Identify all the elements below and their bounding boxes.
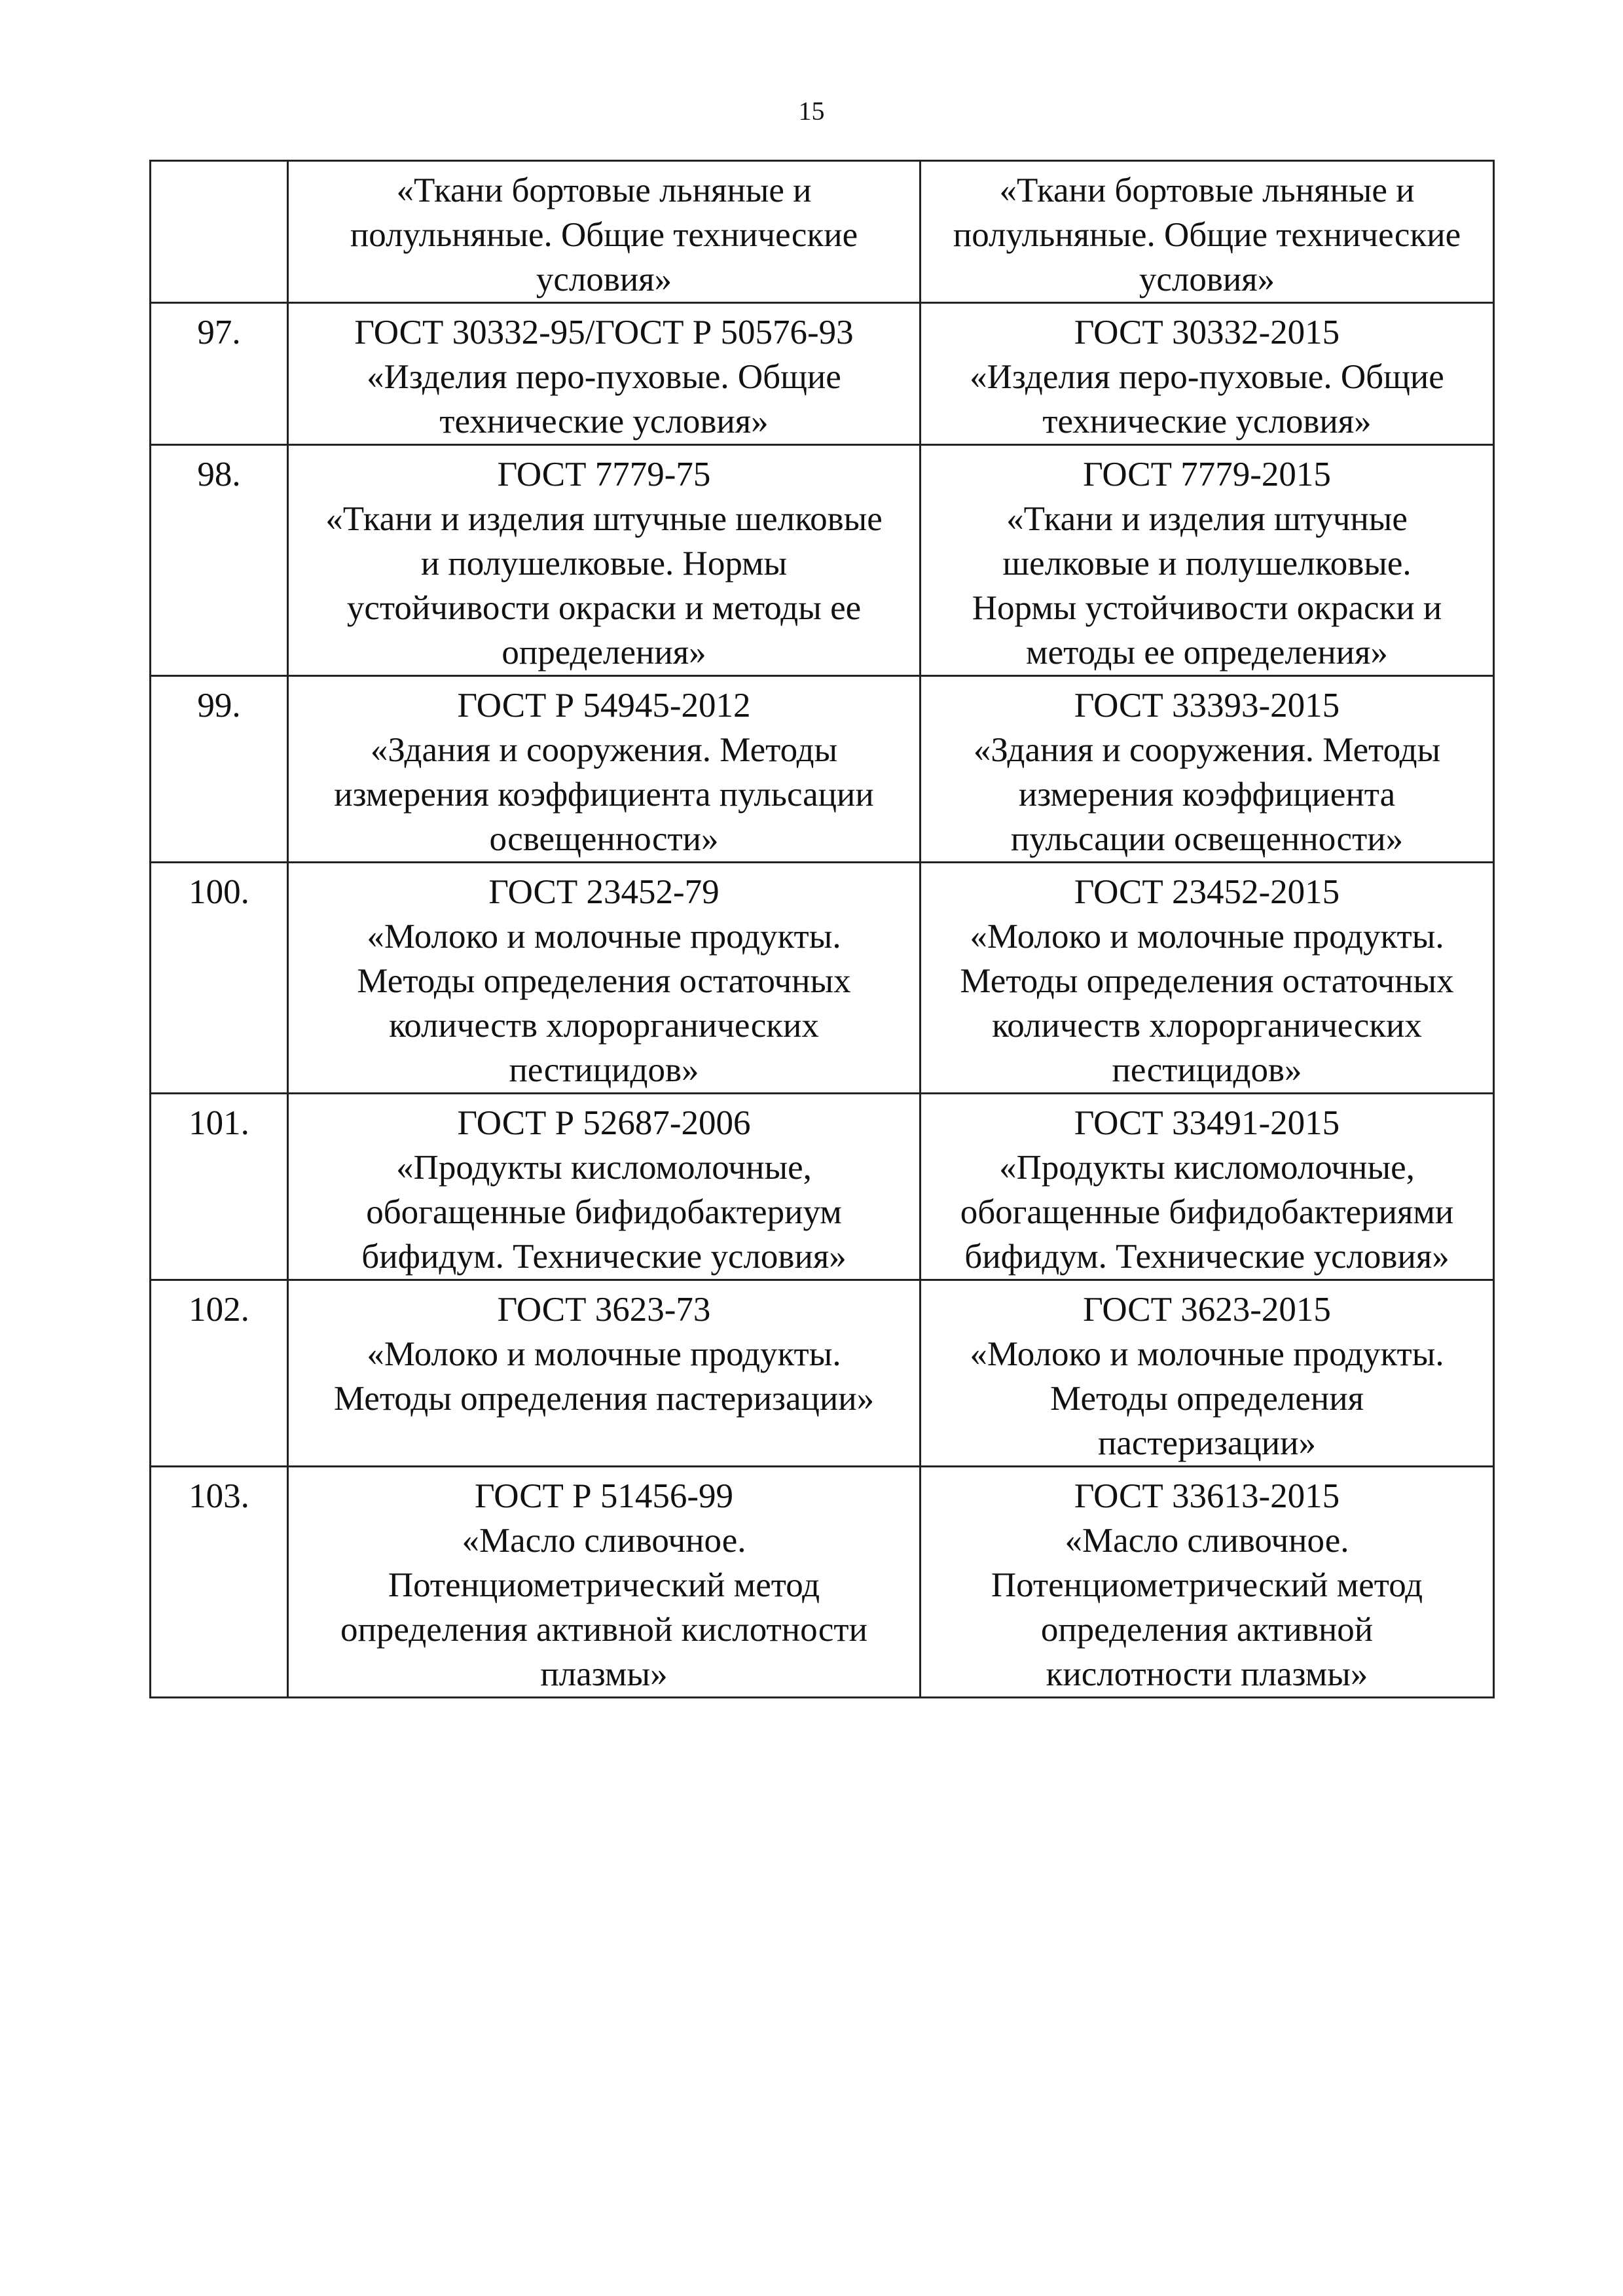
table-row	[151, 1094, 1494, 1280]
old-standard-cell	[288, 1280, 921, 1467]
new-standard-line: «Ткани и изделия штучные	[1006, 500, 1408, 538]
new-standard-line: количеств хлорорганических	[992, 1007, 1422, 1045]
table-row	[151, 863, 1494, 1094]
new-standard-line: «Масло сливочное.	[1065, 1522, 1349, 1560]
new-standard-line: «Ткани бортовые льняные и	[999, 171, 1415, 209]
old-standard-line: Методы определения остаточных	[357, 962, 851, 1000]
new-standard-line: методы ее определения»	[1026, 634, 1388, 672]
row-number: 102.	[151, 1280, 288, 1467]
old-standard-line: ГОСТ Р 51456-99	[474, 1477, 734, 1515]
old-standard-line: ГОСТ Р 52687-2006	[457, 1104, 751, 1142]
new-standard-line: технические условия»	[1042, 403, 1372, 440]
table-body	[151, 161, 1494, 1698]
row-number: 103.	[151, 1467, 288, 1698]
old-standard-cell	[288, 1467, 921, 1698]
new-standard-cell	[921, 863, 1494, 1094]
new-standard-line: полульняные. Общие технические	[953, 216, 1461, 254]
new-standard-line: кислотности плазмы»	[1046, 1655, 1368, 1693]
table-row	[151, 676, 1494, 863]
row-number: 98.	[151, 445, 288, 676]
table-row	[151, 1280, 1494, 1467]
new-standard-line: пастеризации»	[1097, 1424, 1316, 1462]
row-number: 101.	[151, 1094, 288, 1280]
new-standard-line: пульсации освещенности»	[1010, 820, 1404, 858]
new-standard-line: Методы определения остаточных	[960, 962, 1454, 1000]
new-standard-line: измерения коэффициента	[1018, 776, 1396, 814]
old-standard-line: технические условия»	[439, 403, 769, 440]
new-standard-line: ГОСТ 23452-2015	[1074, 873, 1340, 911]
old-standard-line: ГОСТ 7779-75	[497, 456, 711, 493]
old-standard-line: «Здания и сооружения. Методы	[370, 731, 838, 769]
row-number: 97.	[151, 303, 288, 445]
old-standard-line: ГОСТ 23452-79	[488, 873, 720, 911]
new-standard-line: ГОСТ 30332-2015	[1074, 314, 1340, 351]
table-row	[151, 303, 1494, 445]
new-standard-line: Методы определения	[1050, 1380, 1364, 1418]
new-standard-line: обогащенные бифидобактериями	[960, 1193, 1454, 1231]
old-standard-cell	[288, 445, 921, 676]
old-standard-line: обогащенные бифидобактериум	[366, 1193, 842, 1231]
new-standard-cell	[921, 445, 1494, 676]
new-standard-cell	[921, 161, 1494, 303]
table-row	[151, 161, 1494, 303]
new-standard-line: «Продукты кисломолочные,	[999, 1149, 1415, 1187]
new-standard-cell	[921, 676, 1494, 863]
new-standard-line: «Молоко и молочные продукты.	[970, 918, 1444, 956]
old-standard-cell	[288, 303, 921, 445]
old-standard-line: «Масло сливочное.	[462, 1522, 746, 1560]
old-standard-line: «Молоко и молочные продукты.	[367, 1335, 841, 1373]
old-standard-line: «Ткани бортовые льняные и	[396, 171, 812, 209]
table-row	[151, 1467, 1494, 1698]
old-standard-line: бифидум. Технические условия»	[361, 1238, 847, 1276]
old-standard-line: условия»	[536, 260, 672, 298]
new-standard-line: ГОСТ 3623-2015	[1083, 1291, 1331, 1329]
old-standard-line: устойчивости окраски и методы ее	[346, 589, 862, 627]
new-standard-line: пестицидов»	[1112, 1051, 1302, 1089]
old-standard-cell	[288, 161, 921, 303]
new-standard-line: условия»	[1139, 260, 1275, 298]
old-standard-line: ГОСТ Р 54945-2012	[457, 687, 751, 725]
old-standard-line: измерения коэффициента пульсации	[334, 776, 874, 814]
old-standard-line: ГОСТ 30332-95/ГОСТ Р 50576-93	[354, 314, 854, 351]
new-standard-line: «Здания и сооружения. Методы	[973, 731, 1441, 769]
new-standard-line: ГОСТ 33491-2015	[1074, 1104, 1340, 1142]
old-standard-line: определения»	[501, 634, 706, 672]
new-standard-line: бифидум. Технические условия»	[964, 1238, 1450, 1276]
new-standard-line: Нормы устойчивости окраски и	[972, 589, 1442, 627]
new-standard-line: ГОСТ 7779-2015	[1083, 456, 1331, 493]
old-standard-cell	[288, 863, 921, 1094]
old-standard-line: Потенциометрический метод	[388, 1566, 820, 1604]
new-standard-line: ГОСТ 33393-2015	[1074, 687, 1340, 725]
new-standard-line: ГОСТ 33613-2015	[1074, 1477, 1340, 1515]
old-standard-line: количеств хлорорганических	[389, 1007, 819, 1045]
row-number	[151, 161, 288, 303]
old-standard-line: полульняные. Общие технические	[350, 216, 858, 254]
old-standard-cell	[288, 1094, 921, 1280]
page-number: 15	[798, 96, 825, 126]
old-standard-line: и полушелковые. Нормы	[420, 545, 788, 583]
new-standard-cell	[921, 1280, 1494, 1467]
row-number: 99.	[151, 676, 288, 863]
old-standard-line: «Продукты кисломолочные,	[396, 1149, 812, 1187]
old-standard-line: Методы определения пастеризации»	[333, 1380, 875, 1418]
old-standard-line: «Изделия перо-пуховые. Общие	[367, 358, 841, 396]
old-standard-line: «Молоко и молочные продукты.	[367, 918, 841, 956]
old-standard-line: определения активной кислотности	[340, 1611, 867, 1649]
standards-table	[149, 160, 1495, 1698]
new-standard-line: Потенциометрический метод	[991, 1566, 1423, 1604]
row-number: 100.	[151, 863, 288, 1094]
old-standard-line: пестицидов»	[509, 1051, 699, 1089]
table-row	[151, 445, 1494, 676]
old-standard-line: освещенности»	[489, 820, 719, 858]
new-standard-line: шелковые и полушелковые.	[1002, 545, 1412, 583]
old-standard-cell	[288, 676, 921, 863]
new-standard-cell	[921, 1094, 1494, 1280]
new-standard-line: «Молоко и молочные продукты.	[970, 1335, 1444, 1373]
new-standard-cell	[921, 1467, 1494, 1698]
old-standard-line: ГОСТ 3623-73	[497, 1291, 711, 1329]
old-standard-line: плазмы»	[540, 1655, 668, 1693]
old-standard-line: «Ткани и изделия штучные шелковые	[325, 500, 883, 538]
new-standard-cell	[921, 303, 1494, 445]
new-standard-line: определения активной	[1040, 1611, 1374, 1649]
new-standard-line: «Изделия перо-пуховые. Общие	[970, 358, 1444, 396]
